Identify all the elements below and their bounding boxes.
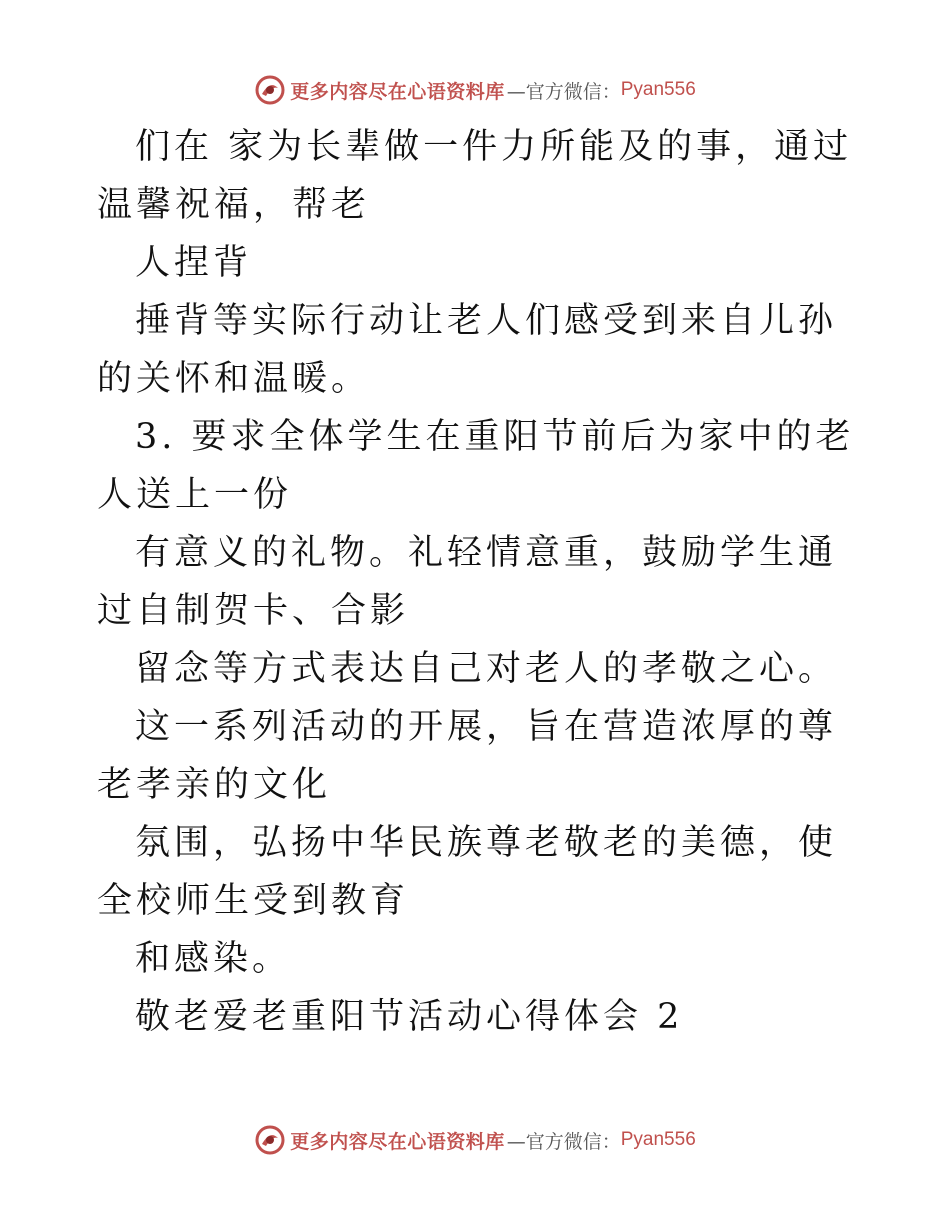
paragraph: 人捏背 (135, 243, 253, 283)
document-body (97, 118, 857, 1046)
watermark-main-text: 更多内容尽在心语资料库 (290, 80, 505, 103)
watermark-wechat-label: —官方微信： (506, 1130, 621, 1153)
paragraph: 留念等方式表达自己对老人的孝敬之心。 (135, 649, 838, 689)
paragraph: 有意义的礼物。礼轻情意重，鼓励学生通过自制贺卡、合影 (97, 533, 838, 631)
footer-watermark (0, 1120, 950, 1160)
watermark-main-text: 更多内容尽在心语资料库 (290, 1130, 505, 1153)
section-heading: 敬老爱老重阳节活动心得体会 2 (135, 997, 684, 1037)
red-swirl-logo-icon (254, 1124, 286, 1156)
red-swirl-logo-icon (254, 74, 286, 106)
paragraph: 3. 要求全体学生在重阳节前后为家中的老人送上一份 (97, 417, 855, 515)
watermark-wechat-id: Pyan556 (620, 79, 696, 100)
paragraph: 们在 家为长辈做一件力所能及的事，通过温馨祝福，帮老 (97, 127, 853, 225)
paragraph: 氛围，弘扬中华民族尊老敬老的美德，使全校师生受到教育 (97, 823, 838, 921)
paragraph: 这一系列活动的开展，旨在营造浓厚的尊老孝亲的文化 (97, 707, 838, 805)
header-watermark (0, 70, 950, 110)
paragraph: 捶背等实际行动让老人们感受到来自儿孙的关怀和温暖。 (97, 301, 838, 399)
watermark-wechat-id: Pyan556 (620, 1129, 696, 1150)
paragraph: 和感染。 (135, 939, 292, 979)
watermark-wechat-label: —官方微信： (506, 80, 621, 103)
